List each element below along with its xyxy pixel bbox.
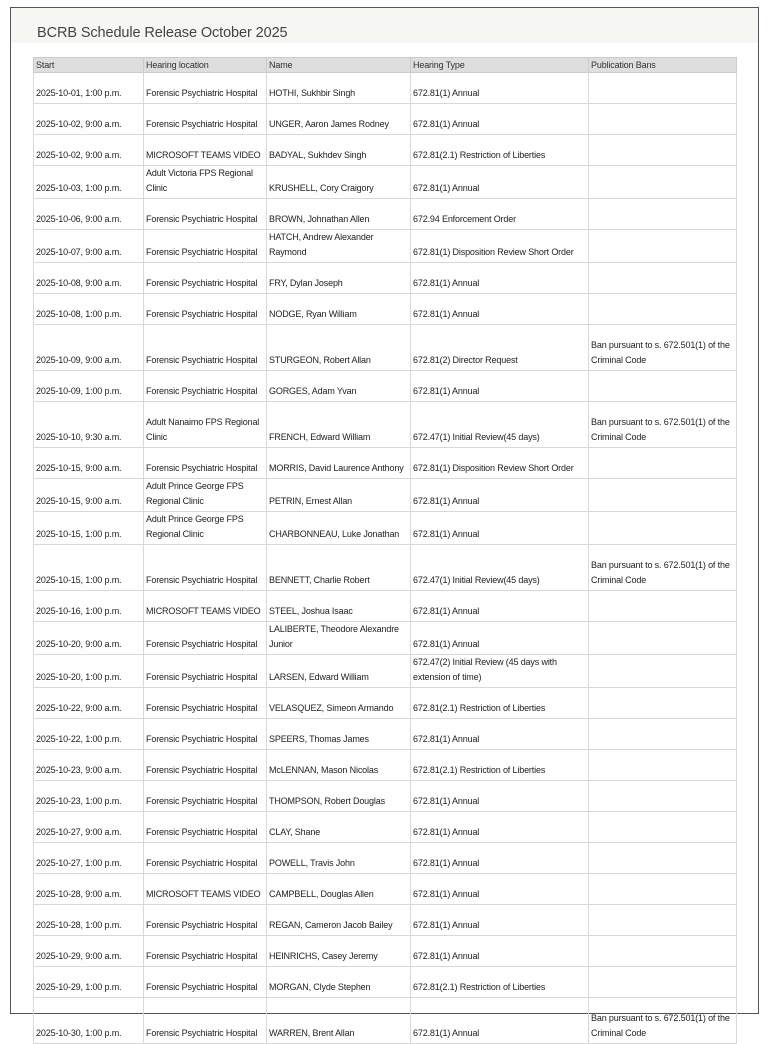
publication-ban-cell — [589, 622, 737, 655]
publication-ban-cell — [589, 199, 737, 230]
name-cell: CLAY, Shane — [267, 812, 411, 843]
hearing-type-cell: 672.81(1) Annual — [411, 874, 589, 905]
table-header-row — [34, 58, 737, 73]
start-cell: 2025-10-01, 1:00 p.m. — [34, 73, 144, 104]
hearing-type-cell: 672.81(1) Annual — [411, 371, 589, 402]
publication-ban-cell — [589, 812, 737, 843]
publication-ban-cell — [589, 655, 737, 688]
start-cell: 2025-10-07, 9:00 a.m. — [34, 230, 144, 263]
start-cell: 2025-10-09, 9:00 a.m. — [34, 325, 144, 371]
name-cell: LARSEN, Edward William — [267, 655, 411, 688]
location-cell: MICROSOFT TEAMS VIDEO — [144, 591, 267, 622]
start-cell: 2025-10-15, 1:00 p.m. — [34, 512, 144, 545]
table-row — [34, 104, 737, 135]
table-row — [34, 371, 737, 402]
hearing-type-cell: 672.81(1) Annual — [411, 843, 589, 874]
table-row — [34, 781, 737, 812]
start-cell: 2025-10-22, 1:00 p.m. — [34, 719, 144, 750]
location-cell: Forensic Psychiatric Hospital — [144, 655, 267, 688]
hearing-type-cell: 672.81(2) Director Request — [411, 325, 589, 371]
publication-ban-cell — [589, 166, 737, 199]
hearing-type-cell: 672.81(1) Annual — [411, 512, 589, 545]
start-cell: 2025-10-10, 9:30 a.m. — [34, 402, 144, 448]
location-cell: Forensic Psychiatric Hospital — [144, 73, 267, 104]
location-cell: Forensic Psychiatric Hospital — [144, 448, 267, 479]
name-cell: STURGEON, Robert Allan — [267, 325, 411, 371]
start-cell: 2025-10-15, 9:00 a.m. — [34, 479, 144, 512]
hearing-type-cell: 672.81(1) Annual — [411, 781, 589, 812]
name-cell: SPEERS, Thomas James — [267, 719, 411, 750]
publication-ban-cell — [589, 371, 737, 402]
start-cell: 2025-10-08, 1:00 p.m. — [34, 294, 144, 325]
table-row — [34, 591, 737, 622]
hearing-type-cell: 672.81(1) Annual — [411, 936, 589, 967]
name-cell: MORRIS, David Laurence Anthony — [267, 448, 411, 479]
hearing-type-cell: 672.81(1) Annual — [411, 263, 589, 294]
start-cell: 2025-10-02, 9:00 a.m. — [34, 135, 144, 166]
start-cell: 2025-10-27, 1:00 p.m. — [34, 843, 144, 874]
start-cell: 2025-10-23, 9:00 a.m. — [34, 750, 144, 781]
publication-ban-cell — [589, 688, 737, 719]
publication-ban-cell — [589, 230, 737, 263]
publication-ban-cell — [589, 73, 737, 104]
start-cell: 2025-10-29, 1:00 p.m. — [34, 967, 144, 998]
publication-ban-cell — [589, 874, 737, 905]
publication-ban-cell — [589, 448, 737, 479]
name-cell: VELASQUEZ, Simeon Armando — [267, 688, 411, 719]
name-cell: UNGER, Aaron James Rodney — [267, 104, 411, 135]
location-cell: Forensic Psychiatric Hospital — [144, 325, 267, 371]
publication-ban-cell — [589, 781, 737, 812]
hearing-type-cell: 672.47(1) Initial Review(45 days) — [411, 402, 589, 448]
publication-ban-cell — [589, 294, 737, 325]
location-cell: Forensic Psychiatric Hospital — [144, 230, 267, 263]
start-cell: 2025-10-08, 9:00 a.m. — [34, 263, 144, 294]
column-header-location: Hearing location — [144, 58, 267, 73]
start-cell: 2025-10-20, 1:00 p.m. — [34, 655, 144, 688]
publication-ban-cell: Ban pursuant to s. 672.501(1) of the Criminal Code — [589, 545, 737, 591]
table-row — [34, 688, 737, 719]
table-row — [34, 294, 737, 325]
name-cell: CAMPBELL, Douglas Allen — [267, 874, 411, 905]
hearing-type-cell: 672.47(2) Initial Review (45 days with extension of time) — [411, 655, 589, 688]
publication-ban-cell — [589, 479, 737, 512]
hearing-type-cell: 672.81(2.1) Restriction of Liberties — [411, 967, 589, 998]
name-cell: BADYAL, Sukhdev Singh — [267, 135, 411, 166]
hearing-type-cell: 672.81(1) Annual — [411, 104, 589, 135]
name-cell: KRUSHELL, Cory Craigory — [267, 166, 411, 199]
start-cell: 2025-10-20, 9:00 a.m. — [34, 622, 144, 655]
publication-ban-cell — [589, 591, 737, 622]
location-cell: Adult Victoria FPS Regional Clinic — [144, 166, 267, 199]
location-cell: Forensic Psychiatric Hospital — [144, 781, 267, 812]
start-cell: 2025-10-23, 1:00 p.m. — [34, 781, 144, 812]
table-row — [34, 812, 737, 843]
hearing-type-cell: 672.81(2.1) Restriction of Liberties — [411, 750, 589, 781]
location-cell: Forensic Psychiatric Hospital — [144, 843, 267, 874]
publication-ban-cell — [589, 512, 737, 545]
name-cell: LALIBERTE, Theodore Alexandre Junior — [267, 622, 411, 655]
table-row — [34, 843, 737, 874]
hearing-type-cell: 672.81(1) Annual — [411, 812, 589, 843]
publication-ban-cell — [589, 135, 737, 166]
hearing-type-cell: 672.81(2.1) Restriction of Liberties — [411, 688, 589, 719]
name-cell: POWELL, Travis John — [267, 843, 411, 874]
location-cell: Forensic Psychiatric Hospital — [144, 622, 267, 655]
table-row — [34, 263, 737, 294]
table-row — [34, 719, 737, 750]
start-cell: 2025-10-06, 9:00 a.m. — [34, 199, 144, 230]
name-cell: BENNETT, Charlie Robert — [267, 545, 411, 591]
start-cell: 2025-10-29, 9:00 a.m. — [34, 936, 144, 967]
publication-ban-cell — [589, 104, 737, 135]
table-row — [34, 967, 737, 998]
location-cell: Forensic Psychiatric Hospital — [144, 263, 267, 294]
location-cell: Forensic Psychiatric Hospital — [144, 936, 267, 967]
start-cell: 2025-10-15, 1:00 p.m. — [34, 545, 144, 591]
hearing-type-cell: 672.81(1) Annual — [411, 166, 589, 199]
location-cell: Forensic Psychiatric Hospital — [144, 812, 267, 843]
table-row — [34, 655, 737, 688]
start-cell: 2025-10-27, 9:00 a.m. — [34, 812, 144, 843]
location-cell: Adult Nanaimo FPS Regional Clinic — [144, 402, 267, 448]
name-cell: STEEL, Joshua Isaac — [267, 591, 411, 622]
table-row — [34, 905, 737, 936]
hearing-type-cell: 672.81(1) Annual — [411, 719, 589, 750]
name-cell: PETRIN, Ernest Allan — [267, 479, 411, 512]
location-cell: Forensic Psychiatric Hospital — [144, 688, 267, 719]
publication-ban-cell — [589, 719, 737, 750]
location-cell: Forensic Psychiatric Hospital — [144, 967, 267, 998]
column-header-publication-bans: Publication Bans — [589, 58, 737, 73]
table-row — [34, 135, 737, 166]
publication-ban-cell — [589, 905, 737, 936]
table-row — [34, 545, 737, 591]
location-cell: Forensic Psychiatric Hospital — [144, 905, 267, 936]
start-cell: 2025-10-28, 9:00 a.m. — [34, 874, 144, 905]
table-row — [34, 936, 737, 967]
name-cell: FRY, Dylan Joseph — [267, 263, 411, 294]
publication-ban-cell — [589, 936, 737, 967]
name-cell: CHARBONNEAU, Luke Jonathan — [267, 512, 411, 545]
hearing-type-cell: 672.81(1) Annual — [411, 905, 589, 936]
start-cell: 2025-10-16, 1:00 p.m. — [34, 591, 144, 622]
name-cell: FRENCH, Edward William — [267, 402, 411, 448]
hearing-type-cell: 672.47(1) Initial Review(45 days) — [411, 545, 589, 591]
publication-ban-cell: Ban pursuant to s. 672.501(1) of the Criminal Code — [589, 998, 737, 1044]
column-header-name: Name — [267, 58, 411, 73]
table-row — [34, 166, 737, 199]
hearing-type-cell: 672.81(1) Annual — [411, 622, 589, 655]
publication-ban-cell: Ban pursuant to s. 672.501(1) of the Criminal Code — [589, 402, 737, 448]
table-row — [34, 622, 737, 655]
table-row — [34, 73, 737, 104]
name-cell: REGAN, Cameron Jacob Bailey — [267, 905, 411, 936]
location-cell: Forensic Psychiatric Hospital — [144, 294, 267, 325]
name-cell: GORGES, Adam Yvan — [267, 371, 411, 402]
hearing-type-cell: 672.81(1) Annual — [411, 479, 589, 512]
name-cell: McLENNAN, Mason Nicolas — [267, 750, 411, 781]
publication-ban-cell: Ban pursuant to s. 672.501(1) of the Criminal Code — [589, 325, 737, 371]
table-row — [34, 230, 737, 263]
start-cell: 2025-10-15, 9:00 a.m. — [34, 448, 144, 479]
table-row — [34, 199, 737, 230]
name-cell: HATCH, Andrew Alexander Raymond — [267, 230, 411, 263]
name-cell: MORGAN, Clyde Stephen — [267, 967, 411, 998]
table-row — [34, 325, 737, 371]
table-row — [34, 512, 737, 545]
start-cell: 2025-10-09, 1:00 p.m. — [34, 371, 144, 402]
location-cell: Adult Prince George FPS Regional Clinic — [144, 479, 267, 512]
hearing-type-cell: 672.94 Enforcement Order — [411, 199, 589, 230]
location-cell: Forensic Psychiatric Hospital — [144, 719, 267, 750]
name-cell: HEINRICHS, Casey Jeremy — [267, 936, 411, 967]
name-cell: BROWN, Johnathan Allen — [267, 199, 411, 230]
hearing-type-cell: 672.81(1) Disposition Review Short Order — [411, 448, 589, 479]
hearing-type-cell: 672.81(1) Annual — [411, 591, 589, 622]
table-row — [34, 874, 737, 905]
location-cell: Forensic Psychiatric Hospital — [144, 998, 267, 1044]
publication-ban-cell — [589, 750, 737, 781]
publication-ban-cell — [589, 263, 737, 294]
location-cell: MICROSOFT TEAMS VIDEO — [144, 135, 267, 166]
start-cell: 2025-10-22, 9:00 a.m. — [34, 688, 144, 719]
name-cell: THOMPSON, Robert Douglas — [267, 781, 411, 812]
start-cell: 2025-10-03, 1:00 p.m. — [34, 166, 144, 199]
location-cell: Forensic Psychiatric Hospital — [144, 199, 267, 230]
document-frame — [10, 7, 759, 1038]
location-cell: Forensic Psychiatric Hospital — [144, 545, 267, 591]
publication-ban-cell — [589, 843, 737, 874]
table-row — [34, 998, 737, 1044]
page-title: BCRB Schedule Release October 2025 — [37, 25, 288, 41]
location-cell: Forensic Psychiatric Hospital — [144, 371, 267, 402]
start-cell: 2025-10-02, 9:00 a.m. — [34, 104, 144, 135]
hearing-type-cell: 672.81(1) Annual — [411, 998, 589, 1044]
schedule-table — [33, 57, 737, 1044]
location-cell: MICROSOFT TEAMS VIDEO — [144, 874, 267, 905]
hearing-type-cell: 672.81(1) Disposition Review Short Order — [411, 230, 589, 263]
start-cell: 2025-10-30, 1:00 p.m. — [34, 998, 144, 1044]
column-header-start: Start — [34, 58, 144, 73]
table-row — [34, 479, 737, 512]
name-cell: WARREN, Brent Allan — [267, 998, 411, 1044]
hearing-type-cell: 672.81(1) Annual — [411, 73, 589, 104]
name-cell: HOTHI, Sukhbir Singh — [267, 73, 411, 104]
publication-ban-cell — [589, 967, 737, 998]
hearing-type-cell: 672.81(2.1) Restriction of Liberties — [411, 135, 589, 166]
start-cell: 2025-10-28, 1:00 p.m. — [34, 905, 144, 936]
table-row — [34, 402, 737, 448]
table-row — [34, 750, 737, 781]
location-cell: Forensic Psychiatric Hospital — [144, 104, 267, 135]
name-cell: NODGE, Ryan William — [267, 294, 411, 325]
location-cell: Adult Prince George FPS Regional Clinic — [144, 512, 267, 545]
location-cell: Forensic Psychiatric Hospital — [144, 750, 267, 781]
column-header-hearing-type: Hearing Type — [411, 58, 589, 73]
hearing-type-cell: 672.81(1) Annual — [411, 294, 589, 325]
table-row — [34, 448, 737, 479]
